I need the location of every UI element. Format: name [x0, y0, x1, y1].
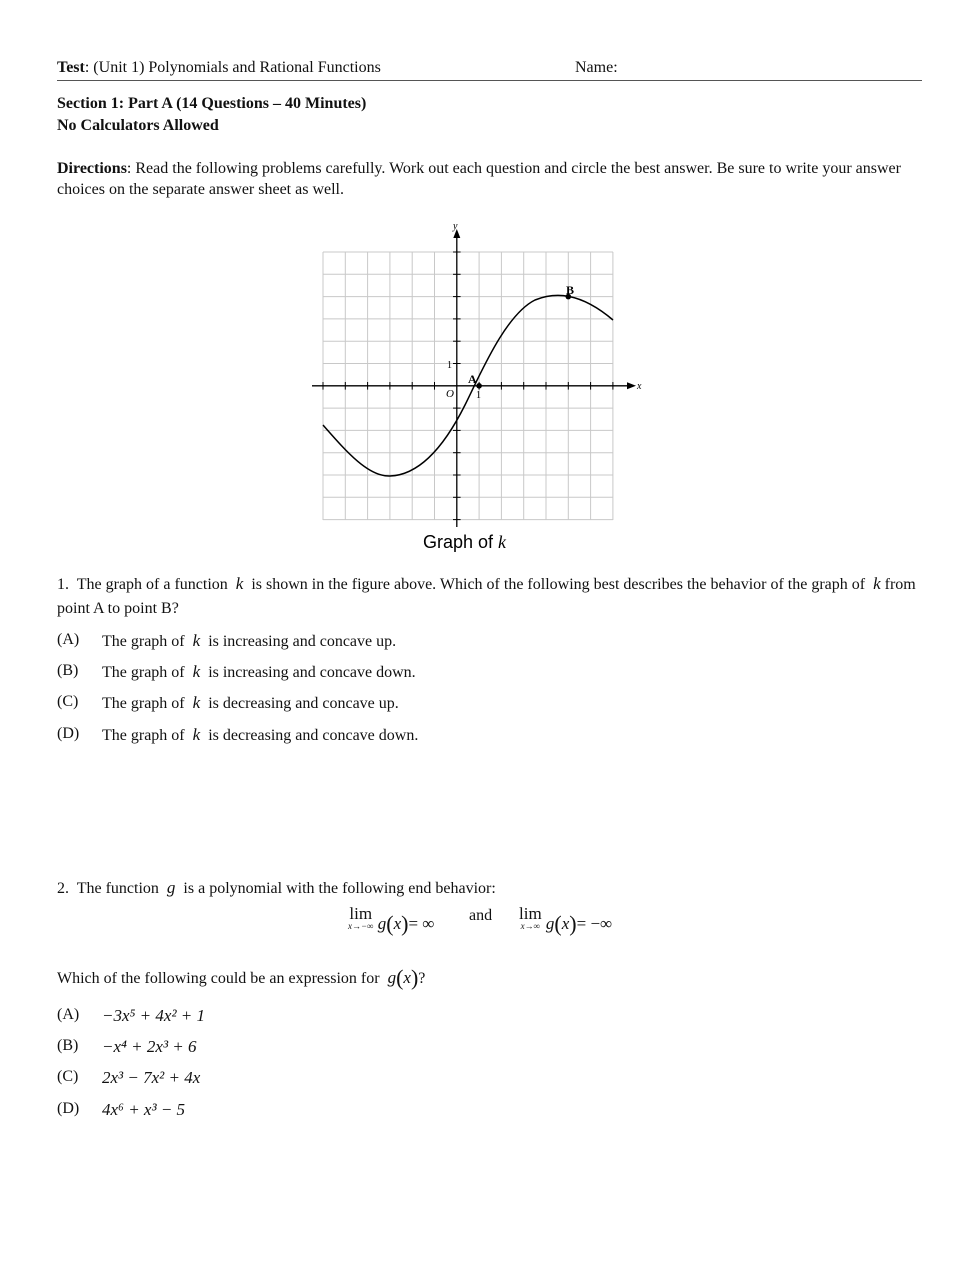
choice-pre: The graph of — [102, 664, 185, 681]
graph-of-k — [300, 214, 660, 559]
choice-expression: −3x⁵ + 4x² + 1 — [102, 1006, 206, 1025]
origin-label: O — [446, 388, 454, 400]
choice-post: is decreasing and concave down. — [208, 727, 419, 744]
choice-pre: The graph of — [102, 695, 185, 712]
choice-post: is increasing and concave down. — [208, 664, 416, 681]
test-title — [57, 59, 381, 77]
choice-letter: (B) — [57, 1037, 79, 1054]
lim-fn-2: g — [545, 914, 555, 933]
x-axis-arrow — [627, 382, 636, 389]
choice-expression: 4x⁶ + x³ − 5 — [102, 1100, 186, 1119]
point-a-label: A — [468, 372, 477, 386]
graph-caption-prefix: Graph of — [423, 532, 499, 552]
graph-caption — [423, 532, 507, 552]
axis-y-label: y — [453, 221, 458, 232]
lim-operator-2 — [519, 904, 542, 931]
choice-text — [102, 631, 396, 651]
limit-and: and — [469, 907, 493, 924]
question-2-number: 2. — [57, 880, 69, 897]
question-1-text-a: The graph of a function — [76, 576, 228, 593]
choice-var: k — [192, 693, 201, 712]
choice-letter: (B) — [57, 662, 79, 679]
directions — [57, 158, 922, 200]
choice-var: k — [192, 725, 201, 744]
question-1-text-b: is shown in the figure above. Which of the following best describes the behavior of the graph of — [251, 576, 866, 593]
choice-pre: The graph of — [102, 633, 185, 650]
choice-var: k — [192, 631, 201, 650]
lim-sub-2: x→∞ — [520, 921, 541, 931]
choice-expression: −x⁴ + 2x³ + 6 — [102, 1037, 197, 1056]
page-header — [57, 58, 922, 81]
question-2-text-b: is a polynomial with the following end behavior: — [183, 880, 496, 897]
question-2-prompt-arg: x — [403, 968, 411, 987]
axis-x-label: x — [637, 381, 642, 392]
choice-text — [102, 662, 416, 682]
graph-caption-var: k — [498, 532, 507, 552]
lim-word-1: lim — [349, 904, 373, 923]
question-2-text-a: The function — [76, 880, 159, 897]
section-title: Section 1: Part A (14 Questions – 40 Minutes) — [57, 95, 367, 112]
lim-arg-1: x — [393, 914, 402, 933]
question-1-number: 1. — [57, 576, 69, 593]
question-2-prompt-end: ? — [418, 970, 426, 987]
choice-letter: (D) — [57, 725, 80, 742]
name-label: Name: — [575, 59, 618, 76]
lim-fn-1: g — [377, 914, 387, 933]
question-1-var: k — [235, 574, 244, 593]
question-1 — [57, 572, 917, 621]
question-2-prompt: Which of the following could be an expression for g(x)? — [57, 965, 426, 990]
question-1-text-c: from point A to point B? — [57, 576, 916, 617]
tick-1-y-label: 1 — [447, 360, 452, 371]
choice-pre: The graph of — [102, 727, 185, 744]
choice-text — [102, 693, 399, 713]
point-b-label: B — [566, 283, 575, 297]
question-2-var: g — [166, 878, 176, 897]
choice-letter: (C) — [57, 693, 79, 710]
lim-operator-1 — [348, 904, 373, 931]
lim-rhs-2: = −∞ — [576, 914, 613, 933]
test-label: Test — [57, 59, 85, 76]
choice-var: k — [192, 662, 201, 681]
choice-text — [102, 725, 418, 745]
test-title-text: : (Unit 1) Polynomials and Rational Functions — [84, 59, 381, 76]
choice-letter: (C) — [57, 1068, 79, 1085]
choice-letter: (D) — [57, 1100, 80, 1117]
question-1-var-2: k — [873, 574, 881, 593]
directions-text: : Read the following problems carefully. Work out each question and circle the best answer. Be sure to write your answer choices on the separate answer sheet as well. — [57, 160, 901, 198]
question-2 — [57, 876, 496, 901]
lim-sub-1: x→−∞ — [348, 921, 374, 931]
choice-post: is increasing and concave up. — [208, 633, 397, 650]
directions-label: Directions — [57, 160, 127, 177]
lim-arg-2: x — [561, 914, 570, 933]
lim-rhs-1: = ∞ — [408, 914, 435, 933]
calculator-note: No Calculators Allowed — [57, 117, 219, 134]
choice-letter: (A) — [57, 631, 80, 648]
question-2-prompt-var: g — [387, 968, 397, 987]
section-heading — [57, 93, 366, 137]
choice-post: is decreasing and concave up. — [208, 695, 399, 712]
limit-expression-2: lim x→∞ g(x)= −∞ — [519, 904, 613, 936]
point-a-marker — [476, 383, 482, 389]
choice-expression: 2x³ − 7x² + 4x — [102, 1068, 201, 1087]
choice-letter: (A) — [57, 1006, 80, 1023]
limit-expression-1: lim x→−∞ g(x)= ∞ — [348, 904, 435, 936]
tick-1-x-label: 1 — [476, 390, 481, 401]
lim-word-2: lim — [519, 904, 542, 923]
question-2-prompt-text: Which of the following could be an expression for — [57, 970, 380, 987]
